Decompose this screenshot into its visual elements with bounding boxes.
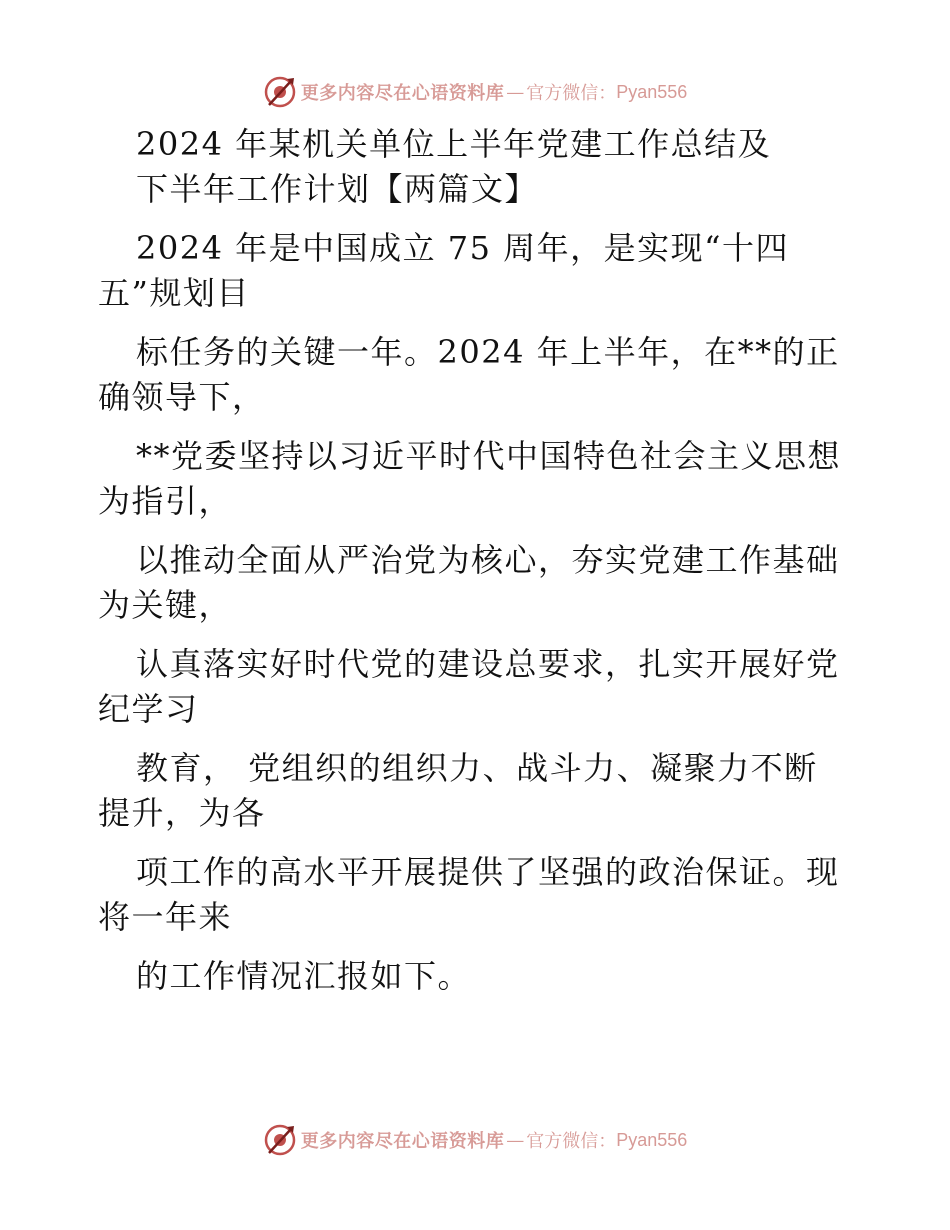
watermark-wechat-id: Pyan556 xyxy=(616,1129,688,1150)
document-title-line-1: 2024 年某机关单位上半年党建工作总结及 xyxy=(136,125,772,163)
paragraph-line: 五”规划目 xyxy=(98,274,250,312)
paragraph-line: 提升，为各 xyxy=(98,794,266,832)
paragraph-line: 2024 年是中国成立 75 周年，是实现“十四 xyxy=(136,229,790,267)
paragraph-line: 认真落实好时代党的建设总要求，扎实开展好党 xyxy=(136,645,840,683)
paragraph-line: 确领导下， xyxy=(98,378,266,416)
document-body xyxy=(98,122,858,999)
watermark-wechat-id: Pyan556 xyxy=(616,81,688,102)
paragraph-line: 的工作情况汇报如下。 xyxy=(136,957,472,995)
paragraph-line: 教育， 党组织的组织力、战斗力、凝聚力不断 xyxy=(136,749,818,787)
paragraph-line: 项工作的高水平开展提供了坚强的政治保证。现 xyxy=(136,853,840,891)
paragraph-line: **党委坚持以习近平时代中国特色社会主义思想 xyxy=(136,437,842,475)
paragraph-line: 以推动全面从严治党为核心，夯实党建工作基础 xyxy=(136,541,840,579)
watermark-dash: — xyxy=(506,1129,525,1151)
paragraph-line: 纪学习 xyxy=(98,690,199,728)
paragraph-line: 为指引， xyxy=(98,482,233,520)
header-watermark xyxy=(0,72,950,112)
quill-logo-icon xyxy=(263,1123,297,1157)
paragraph-line: 标任务的关键一年。2024 年上半年，在**的正 xyxy=(136,333,840,371)
watermark-text: 更多内容尽在心语资料库 xyxy=(300,1131,505,1152)
watermark-dash: — xyxy=(506,81,525,103)
watermark-text: 更多内容尽在心语资料库 xyxy=(300,83,505,104)
footer-watermark xyxy=(0,1120,950,1160)
paragraph-line: 为关键， xyxy=(98,586,233,624)
paragraph-line: 将一年来 xyxy=(98,898,233,936)
document-title-line-2: 下半年工作计划【两篇文】 xyxy=(136,170,539,208)
watermark-wechat-label: 官方微信： xyxy=(526,1131,617,1152)
watermark-wechat-label: 官方微信： xyxy=(526,83,617,104)
quill-logo-icon xyxy=(263,75,297,109)
